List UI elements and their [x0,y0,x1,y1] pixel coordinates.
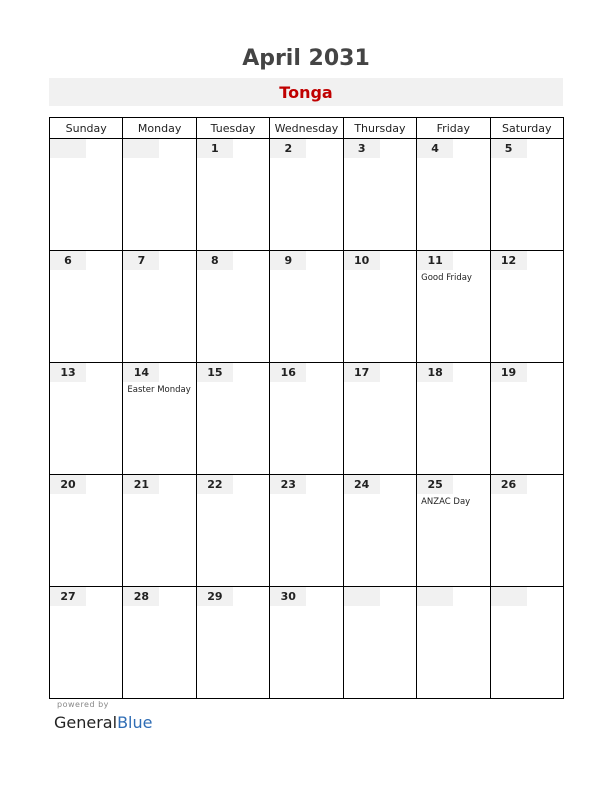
week-row [50,475,564,587]
day-number: 30 [270,587,306,606]
brand-logo [54,713,152,732]
day-cell [490,363,563,475]
day-cell [490,251,563,363]
weekday-monday: Monday [123,118,196,139]
weekday-tuesday: Tuesday [196,118,269,139]
day-cell [123,251,196,363]
day-number: 22 [197,475,233,494]
day-cell [343,587,416,699]
day-cell [196,587,269,699]
holiday-label: ANZAC Day [421,497,471,507]
day-number: 24 [344,475,380,494]
day-number: 20 [50,475,86,494]
day-cell [50,139,123,251]
day-cell [123,139,196,251]
day-number [344,587,380,606]
day-number: 14 [123,363,159,382]
day-number: 17 [344,363,380,382]
day-cell [417,475,490,587]
holiday-label: Easter Monday [127,385,191,395]
day-number: 12 [491,251,527,270]
day-number [123,139,159,158]
day-cell [343,475,416,587]
weekday-wednesday: Wednesday [270,118,343,139]
country-name: Tonga [279,83,333,102]
day-number: 3 [344,139,380,158]
day-cell [196,475,269,587]
day-cell [417,363,490,475]
day-cell [123,587,196,699]
week-row [50,363,564,475]
weekday-saturday: Saturday [490,118,563,139]
brand-general: General [54,713,118,732]
day-number: 19 [491,363,527,382]
day-number: 6 [50,251,86,270]
day-number: 7 [123,251,159,270]
day-cell [270,139,343,251]
day-cell [123,363,196,475]
day-number: 5 [491,139,527,158]
day-number [50,139,86,158]
day-number: 21 [123,475,159,494]
day-cell [490,139,563,251]
day-cell [270,587,343,699]
day-number: 9 [270,251,306,270]
day-number: 11 [417,251,453,270]
day-cell [50,251,123,363]
day-cell [417,139,490,251]
calendar-grid [49,117,564,699]
day-cell [50,475,123,587]
day-number: 10 [344,251,380,270]
day-cell [123,475,196,587]
day-cell [270,251,343,363]
week-row [50,251,564,363]
day-cell [343,251,416,363]
weekday-sunday: Sunday [50,118,123,139]
day-cell [196,363,269,475]
day-cell [417,251,490,363]
day-cell [270,363,343,475]
day-number: 26 [491,475,527,494]
page-title: April 2031 [242,46,370,71]
week-row [50,139,564,251]
day-cell [196,251,269,363]
powered-by-label: powered by [57,700,109,709]
day-number: 1 [197,139,233,158]
day-number: 15 [197,363,233,382]
day-number: 8 [197,251,233,270]
day-number: 18 [417,363,453,382]
day-cell [343,139,416,251]
day-cell [490,475,563,587]
day-number: 4 [417,139,453,158]
day-number: 16 [270,363,306,382]
day-number: 28 [123,587,159,606]
day-cell [417,587,490,699]
day-cell [50,363,123,475]
holiday-label: Good Friday [421,273,472,283]
day-cell [50,587,123,699]
day-number: 29 [197,587,233,606]
day-number: 27 [50,587,86,606]
weekday-thursday: Thursday [343,118,416,139]
day-number: 13 [50,363,86,382]
day-number: 23 [270,475,306,494]
weekday-header-row [50,118,564,139]
weekday-friday: Friday [417,118,490,139]
day-number: 25 [417,475,453,494]
day-number: 2 [270,139,306,158]
day-cell [343,363,416,475]
day-number [417,587,453,606]
brand-blue: Blue [117,713,153,732]
week-row [50,587,564,699]
day-cell [490,587,563,699]
day-number [491,587,527,606]
day-cell [270,475,343,587]
day-cell [196,139,269,251]
